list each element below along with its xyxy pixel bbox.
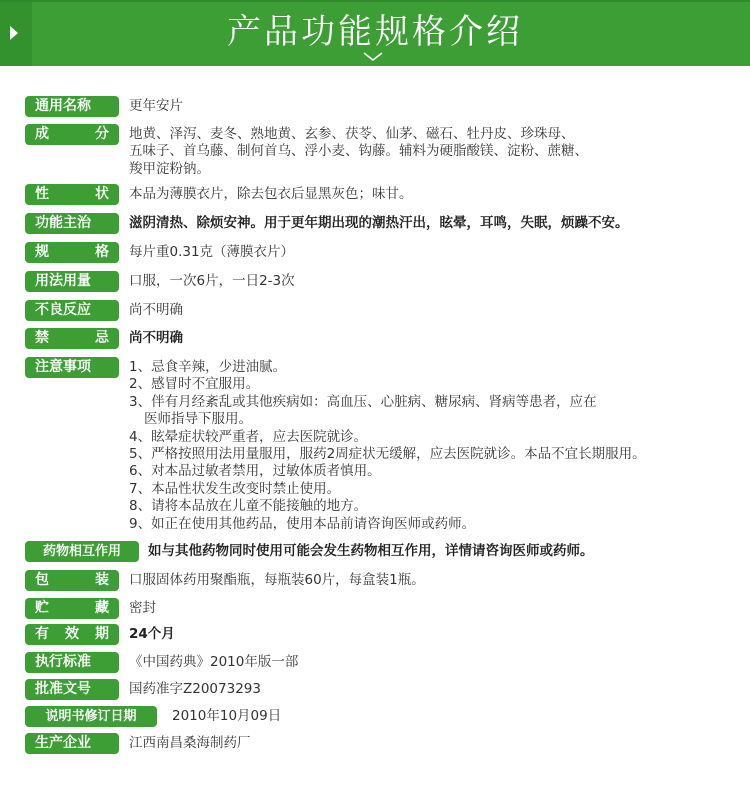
header-banner [0,0,750,66]
value-dosage: 口服，一次6片，一日2-3次 [129,273,295,289]
value-specification: 每片重0.31克（薄膜衣片） [129,244,295,260]
list-item: 5、严格按照用法用量服用，服药2周症状无缓解，应去医院就诊。本品不宜长期服用。 [129,446,646,463]
chevron-down-icon [363,52,383,62]
list-item: 9、如正在使用其他药品，使用本品前请咨询医师或药师。 [129,515,476,532]
list-item: 2、感冒时不宜服用。 [129,376,260,393]
label-indications: 功能主治 [25,213,119,234]
value-approval: 国药准字Z20073293 [129,681,261,697]
label-dosage: 用法用量 [25,271,119,292]
label-storage: 贮 藏 [25,598,119,619]
list-item: 4、眩晕症状较严重者，应去医院就诊。 [129,428,368,445]
value-character: 本品为薄膜衣片，除去包衣后显黑灰色；味甘。 [129,186,413,202]
value-standard: 《中国药典》2010年版一部 [129,654,299,670]
value-interactions: 如与其他药物同时使用可能会发生药物相互作用，详情请咨询医师或药师。 [148,543,594,559]
value-ingredients: 地黄、泽泻、麦冬、熟地黄、玄参、茯苓、仙茅、磁石、牡丹皮、珍珠母、 五味子、首乌藤、制何首乌、浮小麦、钩藤。辅料为硬脂酸镁、淀粉、蔗糖、 羧甲淀粉钠。 [129,126,588,177]
label-manufacturer: 生产企业 [25,733,119,754]
list-item: 3、伴有月经紊乱或其他疾病如：高血压、心脏病、糖尿病、肾病等患者，应在 [129,393,597,410]
label-specification: 规 格 [25,242,119,263]
value-adverse: 尚不明确 [129,302,183,318]
list-item: 医师指导下服用。 [144,411,252,428]
value-packaging: 口服固体药用聚酯瓶，每瓶装60片，每盒装1瓶。 [129,572,425,588]
label-standard: 执行标准 [25,652,119,673]
list-item: 6、对本品过敏者禁用，过敏体质者慎用。 [129,463,381,480]
value-revision: 2010年10月09日 [172,708,282,724]
list-item: 1、忌食辛辣，少进油腻。 [129,359,287,375]
list-item: 7、本品性状发生改变时禁止使用。 [129,480,341,497]
value-indications: 滋阴清热、除烦安神。用于更年期出现的潮热汗出，眩晕，耳鸣，失眠，烦躁不安。 [129,215,629,231]
label-generic-name: 通用名称 [25,96,119,117]
label-character: 性 状 [25,184,119,205]
value-generic-name: 更年安片 [129,98,183,114]
value-contraindications: 尚不明确 [129,330,183,346]
label-adverse: 不良反应 [25,300,119,321]
label-revision: 说明书修订日期 [25,706,157,727]
label-packaging: 包 装 [25,570,119,591]
label-validity: 有 效 期 [25,624,119,645]
precautions-list [129,359,646,533]
page-title: 产品功能规格介绍 [227,12,523,52]
value-storage: 密封 [129,600,156,616]
value-manufacturer: 江西南昌桑海制药厂 [129,735,251,751]
label-contraindications: 禁 忌 [25,328,119,349]
label-interactions: 药物相互作用 [25,541,139,562]
list-item: 8、请将本品放在儿童不能接触的地方。 [129,498,368,515]
label-precautions: 注意事项 [25,357,119,378]
label-approval: 批准文号 [25,679,119,700]
value-validity: 24个月 [129,626,175,642]
label-ingredients: 成 分 [25,124,119,145]
